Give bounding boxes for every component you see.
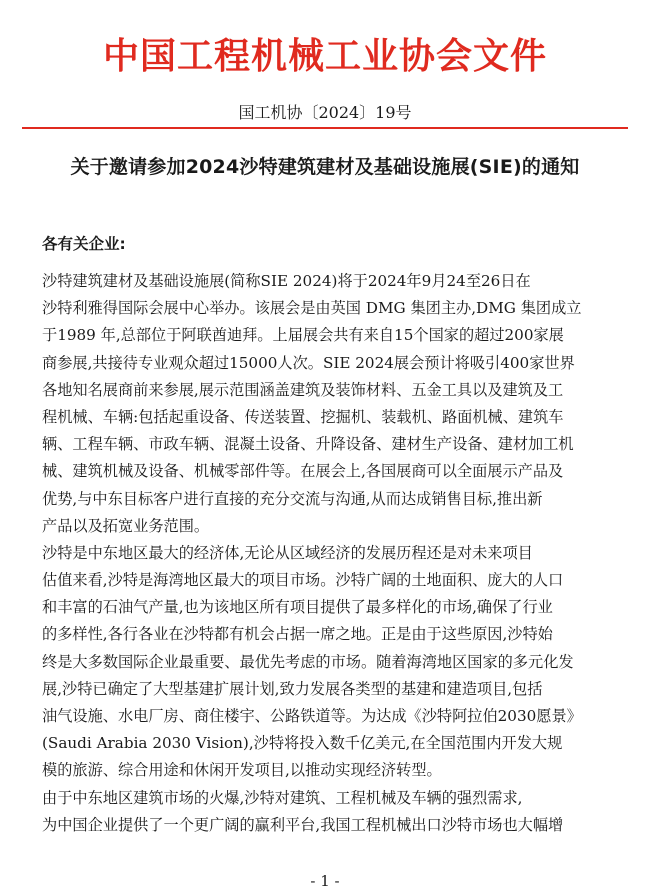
body-line: 于1989 年,总部位于阿联酋迪拜。上届展会共有来自15个国家的超过200家展: [42, 326, 564, 345]
document-number: 国工机协〔2024〕19号: [238, 103, 412, 122]
body-line: 油气设施、水电厂房、商住楼宇、公路铁道等。为达成《沙特阿拉伯2030愿景》: [42, 707, 582, 725]
body-line: 产品以及拓宽业务范围。: [42, 516, 210, 535]
body-line: 沙特是中东地区最大的经济体,无论从区域经济的发展历程还是对未来项目: [42, 543, 533, 562]
body-line: (Saudi Arabia 2030 Vision),沙特将投入数千亿美元,在全国范围内开发大规: [42, 734, 563, 753]
body-line: 为中国企业提供了一个更广阔的赢利平台,我国工程机械出口沙特市场也大幅增: [42, 815, 564, 834]
body-line: 终是大多数国际企业最重要、最优先考虑的市场。随着海湾地区国家的多元化发: [42, 652, 574, 671]
body-line: 械、建筑机械及设备、机械零部件等。在展会上,各国展商可以全面展示产品及: [42, 462, 564, 481]
body-line: 优势,与中东目标客户进行直接的充分交流与沟通,从而达成销售目标,推出新: [42, 489, 543, 508]
body-line: 沙特利雅得国际会展中心举办。该展会是由英国 DMG 集团主办,DMG 集团成立: [42, 299, 582, 318]
body-line: 商参展,共接待专业观众超过15000人次。SIE 2024展会预计将吸引400家世界: [42, 353, 575, 372]
red-separator-rule: [22, 127, 628, 129]
body-line: 程机械、车辆:包括起重设备、传送装置、挖掘机、装载机、路面机械、建筑车: [42, 407, 564, 426]
body-line: 辆、工程车辆、市政车辆、混凝土设备、升降设备、建材生产设备、建材加工机: [42, 435, 574, 454]
body-line: 由于中东地区建筑市场的火爆,沙特对建筑、工程机械及车辆的强烈需求,: [42, 788, 523, 807]
body-line: 估值来看,沙特是海湾地区最大的项目市场。沙特广阔的土地面积、庞大的人口: [42, 571, 564, 590]
salutation: 各有关企业:: [42, 235, 126, 253]
body-line: 各地知名展商前来参展,展示范围涵盖建筑及装饰材料、五金工具以及建筑及工: [42, 380, 564, 399]
body-line: 的多样性,各行各业在沙特都有机会占据一席之地。正是由于这些原因,沙特始: [42, 625, 553, 644]
body-text: [42, 268, 616, 839]
organization-title: 中国工程机械工业协会文件: [102, 35, 547, 77]
notice-title: 关于邀请参加2024沙特建筑建材及基础设施展(SIE)的通知: [70, 156, 580, 178]
body-line: 和丰富的石油气产量,也为该地区所有项目提供了最多样化的市场,确保了行业: [42, 598, 553, 617]
page-number: - 1 -: [310, 872, 340, 890]
body-line: 沙特建筑建材及基础设施展(简称SIE 2024)将于2024年9月24至26日在: [42, 272, 531, 290]
body-line: 模的旅游、综合用途和休闲开发项目,以推动实现经济转型。: [42, 761, 442, 780]
body-line: 展,沙特已确定了大型基建扩展计划,致力发展各类型的基建和建造项目,包括: [42, 679, 543, 698]
